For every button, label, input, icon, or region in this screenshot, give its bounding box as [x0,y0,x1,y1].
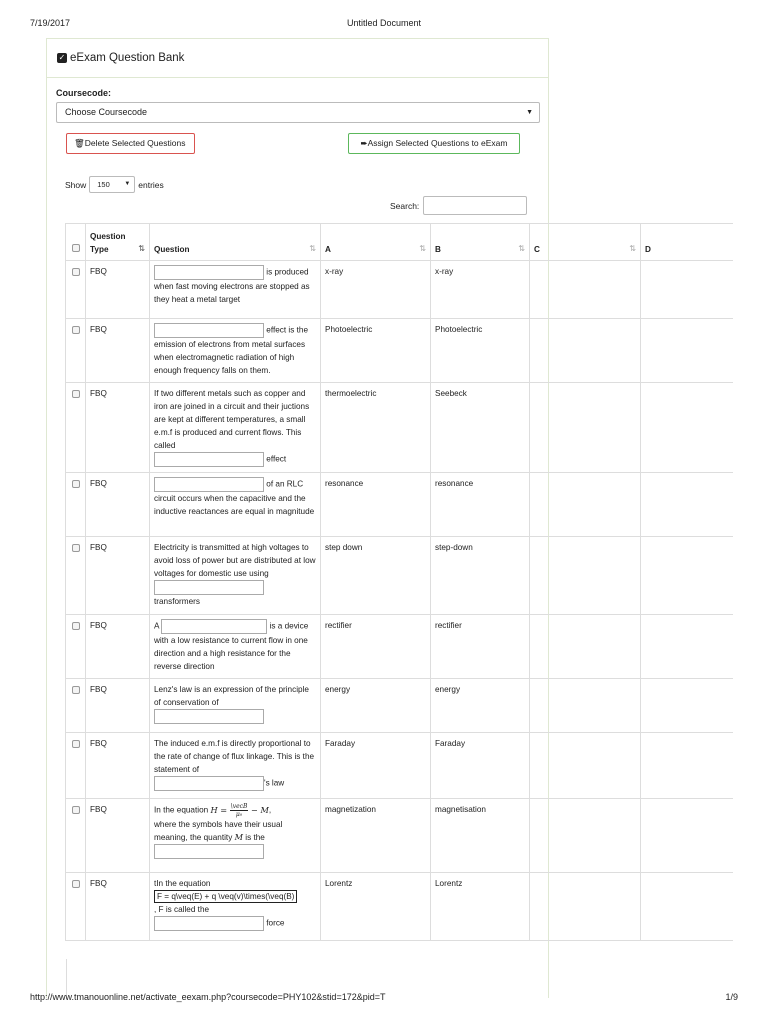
row-select-cell [66,873,86,941]
cell-type: FBQ [86,873,150,941]
cell-d [641,615,734,679]
print-title: Untitled Document [346,18,422,28]
blank-field[interactable] [154,709,264,724]
question-text: where the symbols have their usual meaning, the quantity [154,820,283,842]
entries-label: entries [138,179,164,190]
cell-b: resonance [431,473,530,537]
search-input[interactable] [423,196,527,215]
question-text: is produced when fast moving electrons are stopped as they heat a metal target [154,267,310,304]
print-url: http://www.tmanouonline.net/activate_eexam.php?coursecode=PHY102&stid=172&pid=T [30,992,386,1002]
cell-question [150,733,321,799]
question-text: The induced e.m.f is directly proportional to the rate of change of flux linkage. This is the statement of [154,739,315,774]
panel-title: eExam Question Bank [70,52,185,64]
question-text: , F is called the [154,905,210,914]
row-checkbox[interactable] [72,880,80,888]
col-label: A [325,245,331,254]
cell-b: x-ray [431,261,530,319]
cell-question [150,615,321,679]
cell-d [641,261,734,319]
row-checkbox[interactable] [72,686,80,694]
blank-field[interactable] [161,619,267,634]
select-all-cell [66,224,86,261]
row-checkbox[interactable] [72,622,80,630]
question-text: effect [266,454,287,464]
cell-d [641,319,734,383]
table-row [66,473,734,537]
cell-a: Lorentz [321,873,431,941]
cell-d [641,873,734,941]
cell-c [530,383,641,473]
cell-c [530,733,641,799]
formula-box: F = q\veq(E) + q \veq(v)\times(\veq(B) [154,890,297,903]
col-label: D [645,245,651,254]
row-checkbox[interactable] [72,544,80,552]
blank-field[interactable] [154,477,264,492]
symbol: H [210,804,218,815]
sort-icon: ⇅ [518,244,525,253]
col-label: B [435,245,441,254]
cell-type: FBQ [86,799,150,873]
cell-c [530,799,641,873]
cell-a: Faraday [321,733,431,799]
question-text: of an RLC circuit occurs when the capacitive and the inductive reactances are equal in magnitude [154,479,315,516]
cell-d [641,383,734,473]
col-label: Question [154,245,190,254]
cell-question [150,537,321,615]
row-select-cell [66,679,86,733]
row-select-cell [66,799,86,873]
cell-c [530,319,641,383]
cell-d [641,537,734,615]
question-text: In the equation [154,805,209,815]
blank-field[interactable] [154,265,264,280]
questions-table [65,223,733,941]
sort-icon: ⇅ [419,244,426,253]
entries-selected: 150 [97,180,110,189]
cell-type: FBQ [86,615,150,679]
cell-c [530,537,641,615]
question-text: If two different metals such as copper and iron are joined in a circuit and their juctions are kept at different temperatures, a small e.m.f is produced and current flows. This called [154,389,310,450]
fraction [230,803,249,818]
coursecode-select[interactable] [56,102,540,123]
question-text: tIn the equation [154,879,211,888]
question-text: Lenz's law is an expression of the principle of conservation of [154,685,309,707]
table-row [66,733,734,799]
cell-type: FBQ [86,383,150,473]
row-select-cell [66,537,86,615]
numerator: \vecB [230,803,248,810]
arrow-right-icon: ➨ [360,138,368,148]
chevron-down-icon: ▼ [526,109,533,116]
cell-b: rectifier [431,615,530,679]
row-checkbox[interactable] [72,480,80,488]
cell-type: FBQ [86,537,150,615]
cell-question: In the equation H = $\frac{\text{\textbackslash{}vecB}}{\text{μ₀}}$ − M, where the symbols have their usual meaning, the quantity M is the [150,799,321,873]
table-row [66,261,734,319]
sort-icon: ⇅ [309,244,316,253]
question-text: is the [245,833,265,842]
row-checkbox[interactable] [72,326,80,334]
col-c[interactable] [530,224,641,261]
cell-a: step down [321,537,431,615]
row-select-cell [66,261,86,319]
delete-selected-button[interactable] [66,133,195,154]
col-question-type[interactable] [86,224,150,261]
row-select-cell [66,615,86,679]
cell-type: FBQ [86,733,150,799]
col-a[interactable] [321,224,431,261]
print-date: 7/19/2017 [30,18,71,28]
delete-label: Delete Selected Questions [84,138,186,148]
cell-c [530,873,641,941]
print-header [30,18,738,32]
symbol: M [234,832,243,842]
cell-type: FBQ [86,261,150,319]
cell-b: Faraday [431,733,530,799]
page-number: 1/9 [725,992,738,1002]
cell-c [530,261,641,319]
select-all-checkbox[interactable] [72,244,80,252]
cell-b: step-down [431,537,530,615]
question-text: force [266,918,285,928]
table-row [66,383,734,473]
blank-field[interactable] [154,844,264,859]
assign-label: Assign Selected Questions to eExam [367,138,508,148]
trash-icon: 🗑 [74,138,85,148]
chevron-down-icon: ▼ [124,181,131,187]
question-text: Electricity is transmitted at high voltages to avoid loss of power but are distributed at low voltages for domestic use using [154,543,316,578]
search-control [390,196,527,215]
cell-b: magnetisation [431,799,530,873]
col-label: Question Type [90,232,126,254]
cell-question [150,873,321,941]
cell-type: FBQ [86,679,150,733]
cell-d [641,733,734,799]
show-label: Show [65,179,87,190]
table-header-row [66,224,734,261]
cell-a: magnetization [321,799,431,873]
blank-field[interactable] [154,452,264,467]
table-row [66,873,734,941]
sort-icon: ⇅ [629,244,636,253]
col-label: C [534,245,540,254]
panel-heading [47,39,548,78]
cell-b: Seebeck [431,383,530,473]
cell-a: x-ray [321,261,431,319]
row-checkbox[interactable] [72,390,80,398]
row-select-cell [66,473,86,537]
row-checkbox[interactable] [72,740,80,748]
col-b[interactable] [431,224,530,261]
cell-question [150,383,321,473]
col-question[interactable] [150,224,321,261]
table-row [66,319,734,383]
sort-icon: ⇅ [138,244,145,253]
cell-c [530,615,641,679]
cell-a: resonance [321,473,431,537]
assign-selected-button[interactable] [348,133,520,154]
blank-field[interactable] [154,323,264,338]
col-d[interactable] [641,224,734,261]
questions-table-wrap [65,223,733,973]
question-text: is a device with a low resistance to current flow in one direction and a high resistance for the reverse direction [154,621,309,671]
cell-b: Lorentz [431,873,530,941]
equation: H = $\frac{\text{\textbackslash{}vecB}}{\text{μ₀}}$ − M [210,803,269,818]
coursecode-label: Coursecode: [56,88,112,98]
denominator: μ₀ [235,811,243,818]
table-row [66,537,734,615]
table-row [66,679,734,733]
blank-field[interactable] [154,916,264,931]
cell-a: Photoelectric [321,319,431,383]
checkbox-checked-icon: ✓ [58,53,66,62]
coursecode-selected: Choose Coursecode [65,107,148,117]
row-select-cell [66,733,86,799]
question-text: effect is the emission of electrons from metal surfaces when electromagnetic radiation of high enough frequency falls on them. [154,325,309,375]
cell-b: Photoelectric [431,319,530,383]
search-label: Search: [390,200,420,211]
cell-question [150,679,321,733]
row-checkbox[interactable] [72,806,80,814]
cell-type: FBQ [86,319,150,383]
table-row [66,799,734,873]
question-text: transformers [154,597,200,606]
cell-d [641,679,734,733]
row-checkbox[interactable] [72,268,80,276]
cell-question [150,319,321,383]
cell-question [150,261,321,319]
length-control [65,176,164,193]
cell-d [641,473,734,537]
blank-field[interactable] [154,776,264,791]
cell-question [150,473,321,537]
cell-type: FBQ [86,473,150,537]
cell-c [530,679,641,733]
table-row [66,615,734,679]
symbol: M [260,804,269,815]
question-text: 's law [264,778,285,788]
row-select-cell [66,319,86,383]
cell-a: rectifier [321,615,431,679]
cell-a: energy [321,679,431,733]
cell-b: energy [431,679,530,733]
cell-d [641,799,734,873]
row-select-cell [66,383,86,473]
cell-c [530,473,641,537]
blank-field[interactable] [154,580,264,595]
question-text: A [154,621,160,631]
entries-select[interactable] [89,176,135,193]
cell-a: thermoelectric [321,383,431,473]
